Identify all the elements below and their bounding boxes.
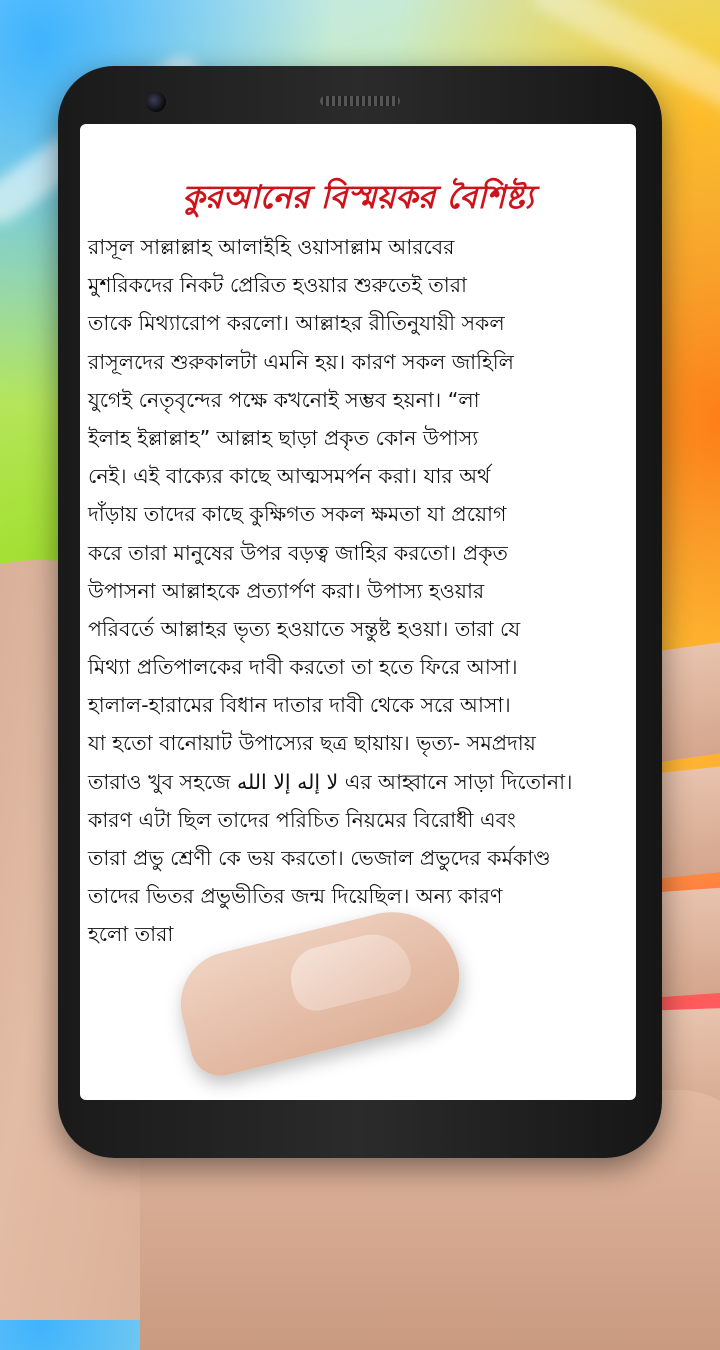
article-line: রাসূল সাল্লাল্লাহ আলাইহি ওয়াসাল্লাম আরবের — [88, 235, 455, 259]
article-line: উপাসনা আল্লাহকে প্রত্যার্পণ করা। উপাস্য হওয়ার — [88, 578, 485, 603]
article-line: তাদের ভিতর প্রভুভীতির জন্ম দিয়েছিল। অন্য কারণ — [88, 884, 503, 909]
front-camera-icon — [146, 92, 166, 112]
article-line: মিথ্যা প্রতিপালকের দাবী করতো তা হতে ফিরে আসা। — [88, 655, 518, 680]
article-line: যা হতো বানোয়াট উপাস্যের ছত্র ছায়ায়। ভৃত্য- সমপ্রদায় — [88, 731, 536, 756]
speaker-grille — [320, 96, 400, 106]
article-line: তারা প্রভু শ্রেণী কে ভয় করতো। ভেজাল প্রভুদের কর্মকাণ্ড — [88, 846, 551, 870]
article-line: হালাল-হারামের বিধান দাতার দাবী থেকে সরে আসা। — [88, 693, 511, 718]
article-line: রাসূলদের শুরুকালটা এমনি হয়। কারণ সকল জাহিলি — [88, 349, 514, 374]
article-line: নেই। এই বাক্যের কাছে আত্মসমর্পন করা। যার অর্থ — [88, 464, 491, 489]
article-line: ইলাহ ইল্লাল্লাহ” আল্লাহ ছাড়া প্রকৃত কোন উপাস্য — [88, 425, 479, 450]
article-line: করে তারা মানুষের উপর বড়ত্ব জাহির করতো। প্রকৃত — [88, 540, 508, 565]
article-line: পরিবর্তে আল্লাহর ভৃত্য হওয়াতে সন্তুষ্ট হওয়া। তারা যে — [88, 616, 521, 641]
article-title: কুরআনের বিস্ময়কর বৈশিষ্ট্য — [182, 178, 534, 216]
article-line: দাঁড়ায় তাদের কাছে কুক্ষিগত সকল ক্ষমতা যা প্রয়োগ — [88, 502, 507, 527]
article-line: কারণ এটা ছিল তাদের পরিচিত নিয়মের বিরোধী এবং — [88, 807, 516, 832]
article-line: হলো তারা — [88, 922, 174, 947]
article-line: তাকে মিথ্যারোপ করলো। আল্লাহর রীতিনুযায়ী সকল — [88, 311, 505, 336]
article-line: যুগেই নেতৃবৃন্দের পক্ষে কখনোই সম্ভব হয়না। “লা — [88, 387, 480, 412]
article-line: মুশরিকদের নিকট প্রেরিত হওয়ার শুরুতেই তারা — [88, 273, 467, 298]
article-line: তারাও খুব সহজে لا إله إلا الله এর আহ্বানে সাড়া দিতোনা। — [88, 769, 573, 794]
article-body[interactable] — [88, 228, 636, 954]
